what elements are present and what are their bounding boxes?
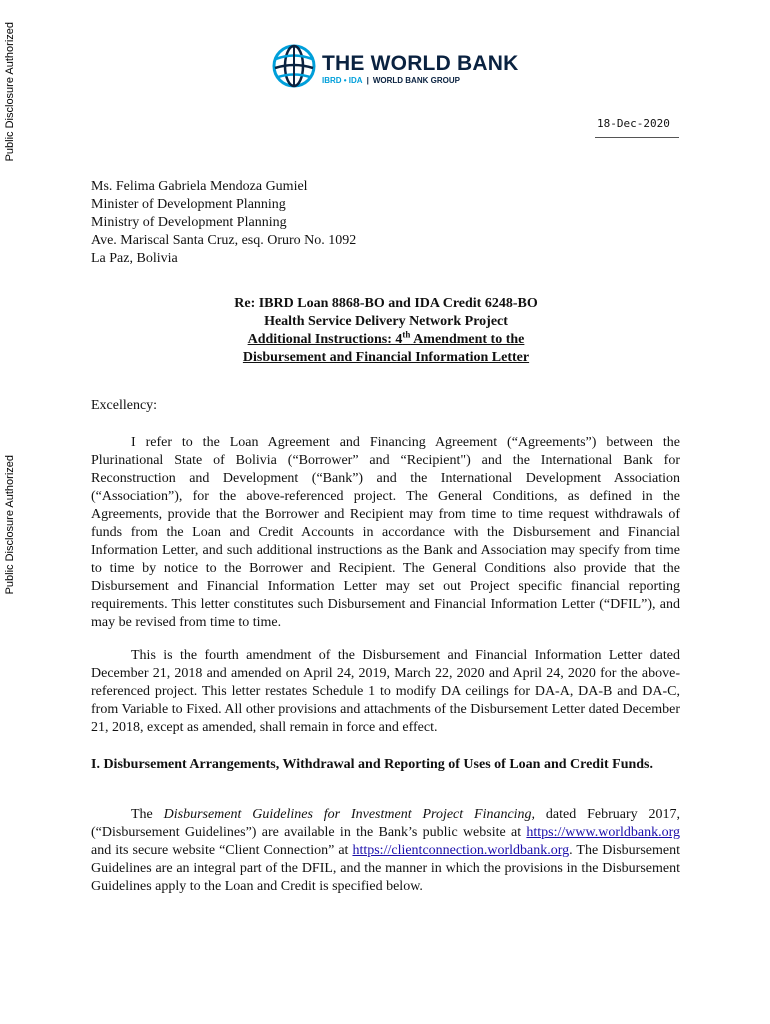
client-connection-link[interactable]: https://clientconnection.worldbank.org xyxy=(352,843,570,858)
logo-name: THE WORLD BANK xyxy=(322,51,519,75)
guidelines-title: Disbursement Guidelines for Investment Project Financing, xyxy=(163,807,536,822)
logo-group-name: WORLD BANK GROUP xyxy=(372,75,460,85)
section-heading: I. Disbursement Arrangements, Withdrawal and Reporting of Uses of Loan and Credit Funds. xyxy=(91,757,653,772)
world-bank-logo xyxy=(272,44,518,93)
disclosure-label-top: Public Disclosure Authorized xyxy=(4,22,16,162)
paragraph-guidelines: The Disbursement Guidelines for Investment Project Financing, dated February 2017, (“Disbursement Guidelines”) are available in the Bank’s public website at https://www.worldbank.org and its secure website “Client Connection” at https://clientconnection.worldbank.org. The Disbursement Guidelines are an integral part of the DFIL, and the manner in which the provisions in the Disbursement Guidelines apply to the Loan and Credit is specified below. xyxy=(91,807,680,894)
logo-separator: | xyxy=(366,75,369,85)
letter-date: 18-Dec-2020 xyxy=(597,117,670,130)
subject-line-1: Re: IBRD Loan 8868-BO and IDA Credit 6248-BO xyxy=(234,296,538,311)
salutation: Excellency: xyxy=(91,398,158,413)
globe-icon xyxy=(272,44,316,93)
subject-line-4: Disbursement and Financial Information Letter xyxy=(242,350,530,365)
address-line: La Paz, Bolivia xyxy=(91,251,178,266)
disclosure-label-middle: Public Disclosure Authorized xyxy=(4,455,16,595)
address-line: Ms. Felima Gabriela Mendoza Gumiel xyxy=(91,179,308,194)
address-line: Ave. Mariscal Santa Cruz, esq. Oruro No. 1092 xyxy=(91,233,357,248)
address-line: Ministry of Development Planning xyxy=(91,215,287,230)
date-underline xyxy=(595,137,679,138)
subject-line-2: Health Service Delivery Network Project xyxy=(264,314,508,329)
worldbank-link[interactable]: https://www.worldbank.org xyxy=(526,825,680,840)
paragraph-amendment: This is the fourth amendment of the Disbursement and Financial Information Letter dated December 21, 2018 and amended on April 24, 2019, March 22, 2020 and April 24, 2020 for the above-referenced project. This letter restates Schedule 1 to modify DA ceilings for DA-A, DA-B and DA-C, from Variable to Fixed. All other provisions and attachments of the Disbursement Letter dated December 21, 2018, except as amended, shall remain in force and effect. xyxy=(91,648,680,735)
logo-ibrd-ida: IBRD • IDA xyxy=(322,75,363,85)
subject-block xyxy=(91,295,681,367)
recipient-address xyxy=(91,178,491,268)
subject-line-3: Additional Instructions: 4th Amendment to the xyxy=(247,329,525,347)
address-line: Minister of Development Planning xyxy=(91,197,286,212)
paragraph-intro: I refer to the Loan Agreement and Financing Agreement (“Agreements”) between the Plurinational State of Bolivia (“Borrower” and “Recipient") and the International Bank for Reconstruction and Development (“Bank”) and the International Development Association (“Association”), for the above-referenced project. The General Conditions, as defined in the Agreements, provide that the Borrower and Recipient may from time to time request withdrawals of funds from the Loan and Credit Accounts in accordance with the Disbursement and Financial Information Letter, and such additional instructions as the Bank and Association may specify from time to time by notice to the Borrower and Recipient. The General Conditions also provide that the Disbursement and Financial Information Letter may set out Project specific financial reporting requirements. This letter constitutes such Disbursement and Financial Information Letter (“DFIL”), and may be revised from time to time. xyxy=(91,435,680,630)
